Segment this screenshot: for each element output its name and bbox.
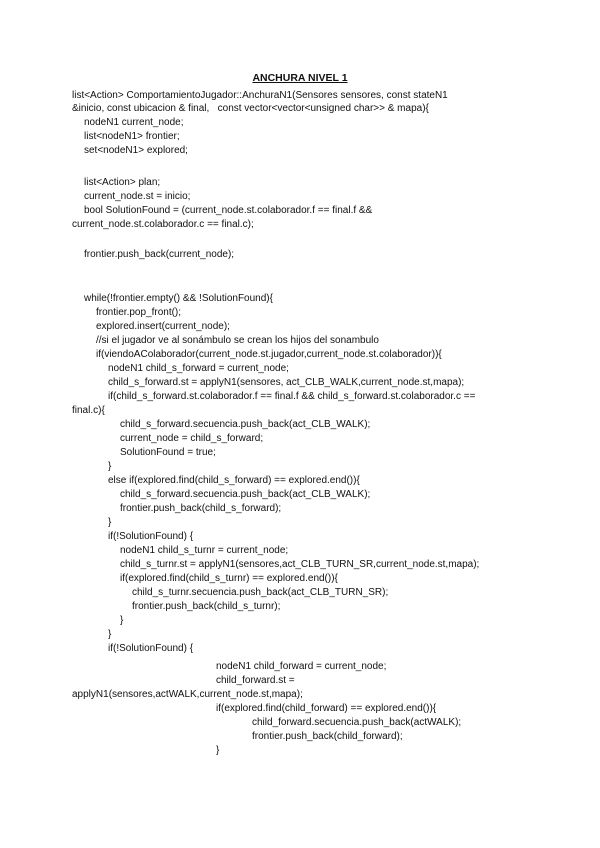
code-line: SolutionFound = true;: [120, 447, 216, 458]
code-line: if(!SolutionFound) {: [108, 643, 194, 654]
code-line: child_s_turnr.st = applyN1(sensores,act_CLB_TURN_SR,current_node.st,mapa);: [120, 559, 480, 570]
code-line: nodeN1 child_s_forward = current_node;: [108, 363, 289, 374]
code-line: current_node = child_s_forward;: [120, 433, 264, 444]
code-line: }: [216, 745, 220, 756]
code-line: nodeN1 child_forward = current_node;: [216, 661, 387, 672]
code-line: child_s_turnr.secuencia.push_back(act_CLB_TURN_SR);: [132, 587, 389, 598]
code-line: frontier.push_back(child_s_forward);: [120, 503, 282, 514]
code-line: explored.insert(current_node);: [96, 321, 230, 332]
code-line: if(child_s_forward.st.colaborador.f == final.f && child_s_forward.st.colaborador.c ==: [108, 391, 476, 402]
code-line: nodeN1 current_node;: [84, 117, 184, 128]
code-line: else if(explored.find(child_s_forward) == explored.end()){: [108, 475, 360, 486]
code-line: frontier.pop_front();: [96, 307, 182, 318]
code-line: list<Action> ComportamientoJugador::AnchuraN1(Sensores sensores, const stateN1: [72, 90, 448, 101]
code-line: }: [108, 629, 112, 640]
code-line: if(explored.find(child_s_turnr) == explored.end()){: [120, 573, 338, 584]
code-line: }: [108, 517, 112, 528]
code-line: if(!SolutionFound) {: [108, 531, 194, 542]
code-line: set<nodeN1> explored;: [84, 145, 188, 156]
code-line: child_s_forward.st = applyN1(sensores, act_CLB_WALK,current_node.st,mapa);: [108, 377, 465, 388]
code-line: current_node.st = inicio;: [84, 191, 191, 202]
code-line: child_s_forward.secuencia.push_back(act_CLB_WALK);: [120, 419, 371, 430]
code-line: bool SolutionFound = (current_node.st.colaborador.f == final.f &&: [84, 205, 373, 216]
code-line: if(viendoAColaborador(current_node.st.jugador,current_node.st.colaborador)){: [96, 349, 442, 360]
code-line: frontier.push_back(child_forward);: [252, 731, 403, 742]
code-line: &inicio, const ubicacion & final, const vector<vector<unsigned char>> & mapa){: [72, 103, 429, 114]
code-line: while(!frontier.empty() && !SolutionFound){: [84, 293, 273, 304]
code-line: frontier.push_back(child_s_turnr);: [132, 601, 281, 612]
code-line: }: [108, 461, 112, 472]
code-line: list<Action> plan;: [84, 177, 161, 188]
code-line: }: [120, 615, 124, 626]
code-line: current_node.st.colaborador.c == final.c);: [72, 219, 254, 230]
code-line: final.c){: [72, 405, 105, 416]
code-line: if(explored.find(child_forward) == explored.end()){: [216, 703, 437, 714]
code-line: frontier.push_back(current_node);: [84, 249, 235, 260]
code-line: child_forward.secuencia.push_back(actWALK);: [252, 717, 462, 728]
code-line: //si el jugador ve al sonámbulo se crean los hijos del sonambulo: [96, 335, 379, 346]
code-line: child_s_forward.secuencia.push_back(act_CLB_WALK);: [120, 489, 371, 500]
code-line: child_forward.st =: [216, 675, 295, 686]
code-line: applyN1(sensores,actWALK,current_node.st,mapa);: [72, 689, 303, 700]
code-line: nodeN1 child_s_turnr = current_node;: [120, 545, 289, 556]
document-title: ANCHURA NIVEL 1: [252, 72, 348, 84]
code-line: list<nodeN1> frontier;: [84, 131, 180, 142]
